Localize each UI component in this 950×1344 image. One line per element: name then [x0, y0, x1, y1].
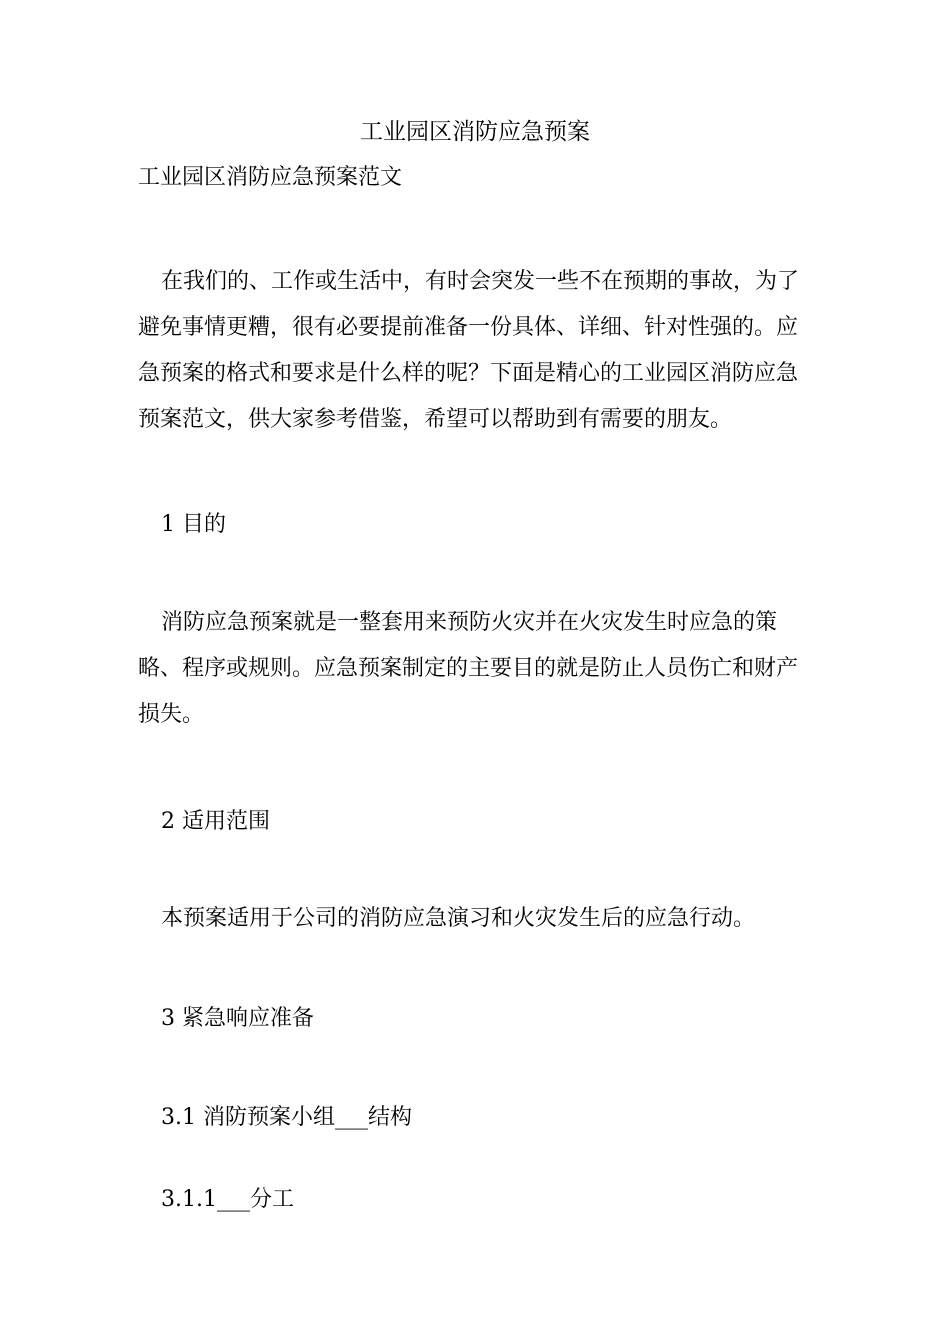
section-1-paragraph: 消防应急预案就是一整套用来预防火灾并在火灾发生时应急的策略、程序或规则。应急预案制定的主要目的就是防止人员伤亡和财产损失。	[138, 610, 799, 727]
document-title: 工业园区消防应急预案	[360, 119, 590, 145]
section-3-1-heading: 3.1 消防预案小组___结构	[161, 1105, 412, 1130]
section-2-heading: 2 适用范围	[161, 809, 270, 834]
section-2-paragraph: 本预案适用于公司的消防应急演习和火灾发生后的应急行动。	[161, 906, 756, 931]
section-3-heading: 3 紧急响应准备	[161, 1006, 314, 1031]
section-3-1-1-heading: 3.1.1___分工	[161, 1187, 294, 1212]
document-subtitle: 工业园区消防应急预案范文	[138, 165, 403, 190]
intro-paragraph: 在我们的、工作或生活中，有时会突发一些不在预期的事故，为了避免事情更糟，很有必要提前准备一份具体、详细、针对性强的。应急预案的格式和要求是什么样的呢？下面是精心的工业园区消防应急预案范文，供大家参考借鉴，希望可以帮助到有需要的朋友。	[138, 269, 800, 432]
section-1-heading: 1 目的	[161, 512, 226, 537]
